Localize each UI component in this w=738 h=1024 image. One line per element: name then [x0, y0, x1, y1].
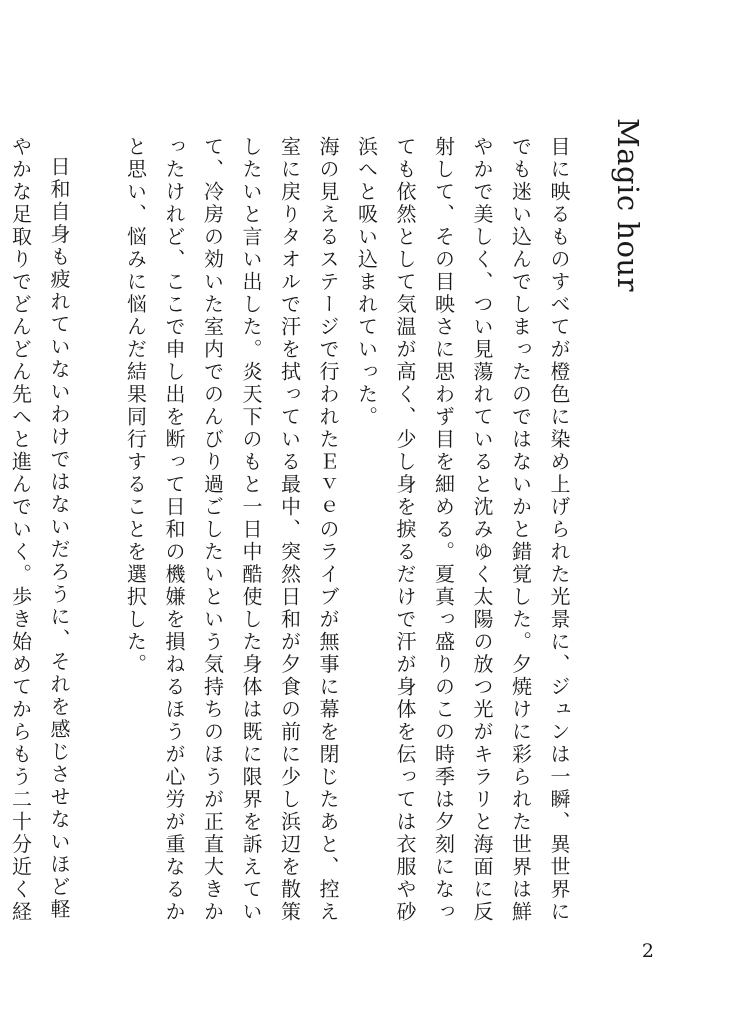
paragraph-1: 目に映るものすべてが橙色に染め上げられた光景に、ジュンは一瞬、異世界にでも迷い込んでしまったのではないかと錯覚した。夕焼けに彩られた世界は鮮やかで美しく、つい見蕩れていると沈みゆく太陽の放つ光がキラリと海面に反射して、その目映さに思わず目を細める。夏真っ盛りのこの時季は夕刻になっても依然として気温が高く、少し身を捩るだけで汗が身体を伝っては衣服や砂浜へと吸い込まれていった。 — [354, 136, 571, 924]
page-title: Magic hour — [611, 118, 645, 292]
paragraph-3: 日和自身も疲れていないわけではないだろうに、それを感じさせないほど軽やかな足取りでどんどん先へと進んでいく。歩き始めてからもう二十分近く経 — [8, 136, 71, 924]
paragraph-2: 海の見えるステージで行われたＥｖｅのライブが無事に幕を閉じたあと、控え室に戻りタオルで汗を拭っている最中、突然日和が夕食の前に少し浜辺を散策したいと言い出した。炎天下のもと一日中酷使した身体は既に限界を訴えていて、冷房の効いた室内でのんびり過ごしたいという気持ちのほうが正直大きかったけれど、ここで申し出を断って日和の機嫌を損ねるほうが心労が重なるかと思い、悩みに悩んだ結果同行することを選択した。 — [123, 136, 340, 924]
body-text — [0, 136, 578, 926]
page-number: 2 — [641, 940, 654, 962]
